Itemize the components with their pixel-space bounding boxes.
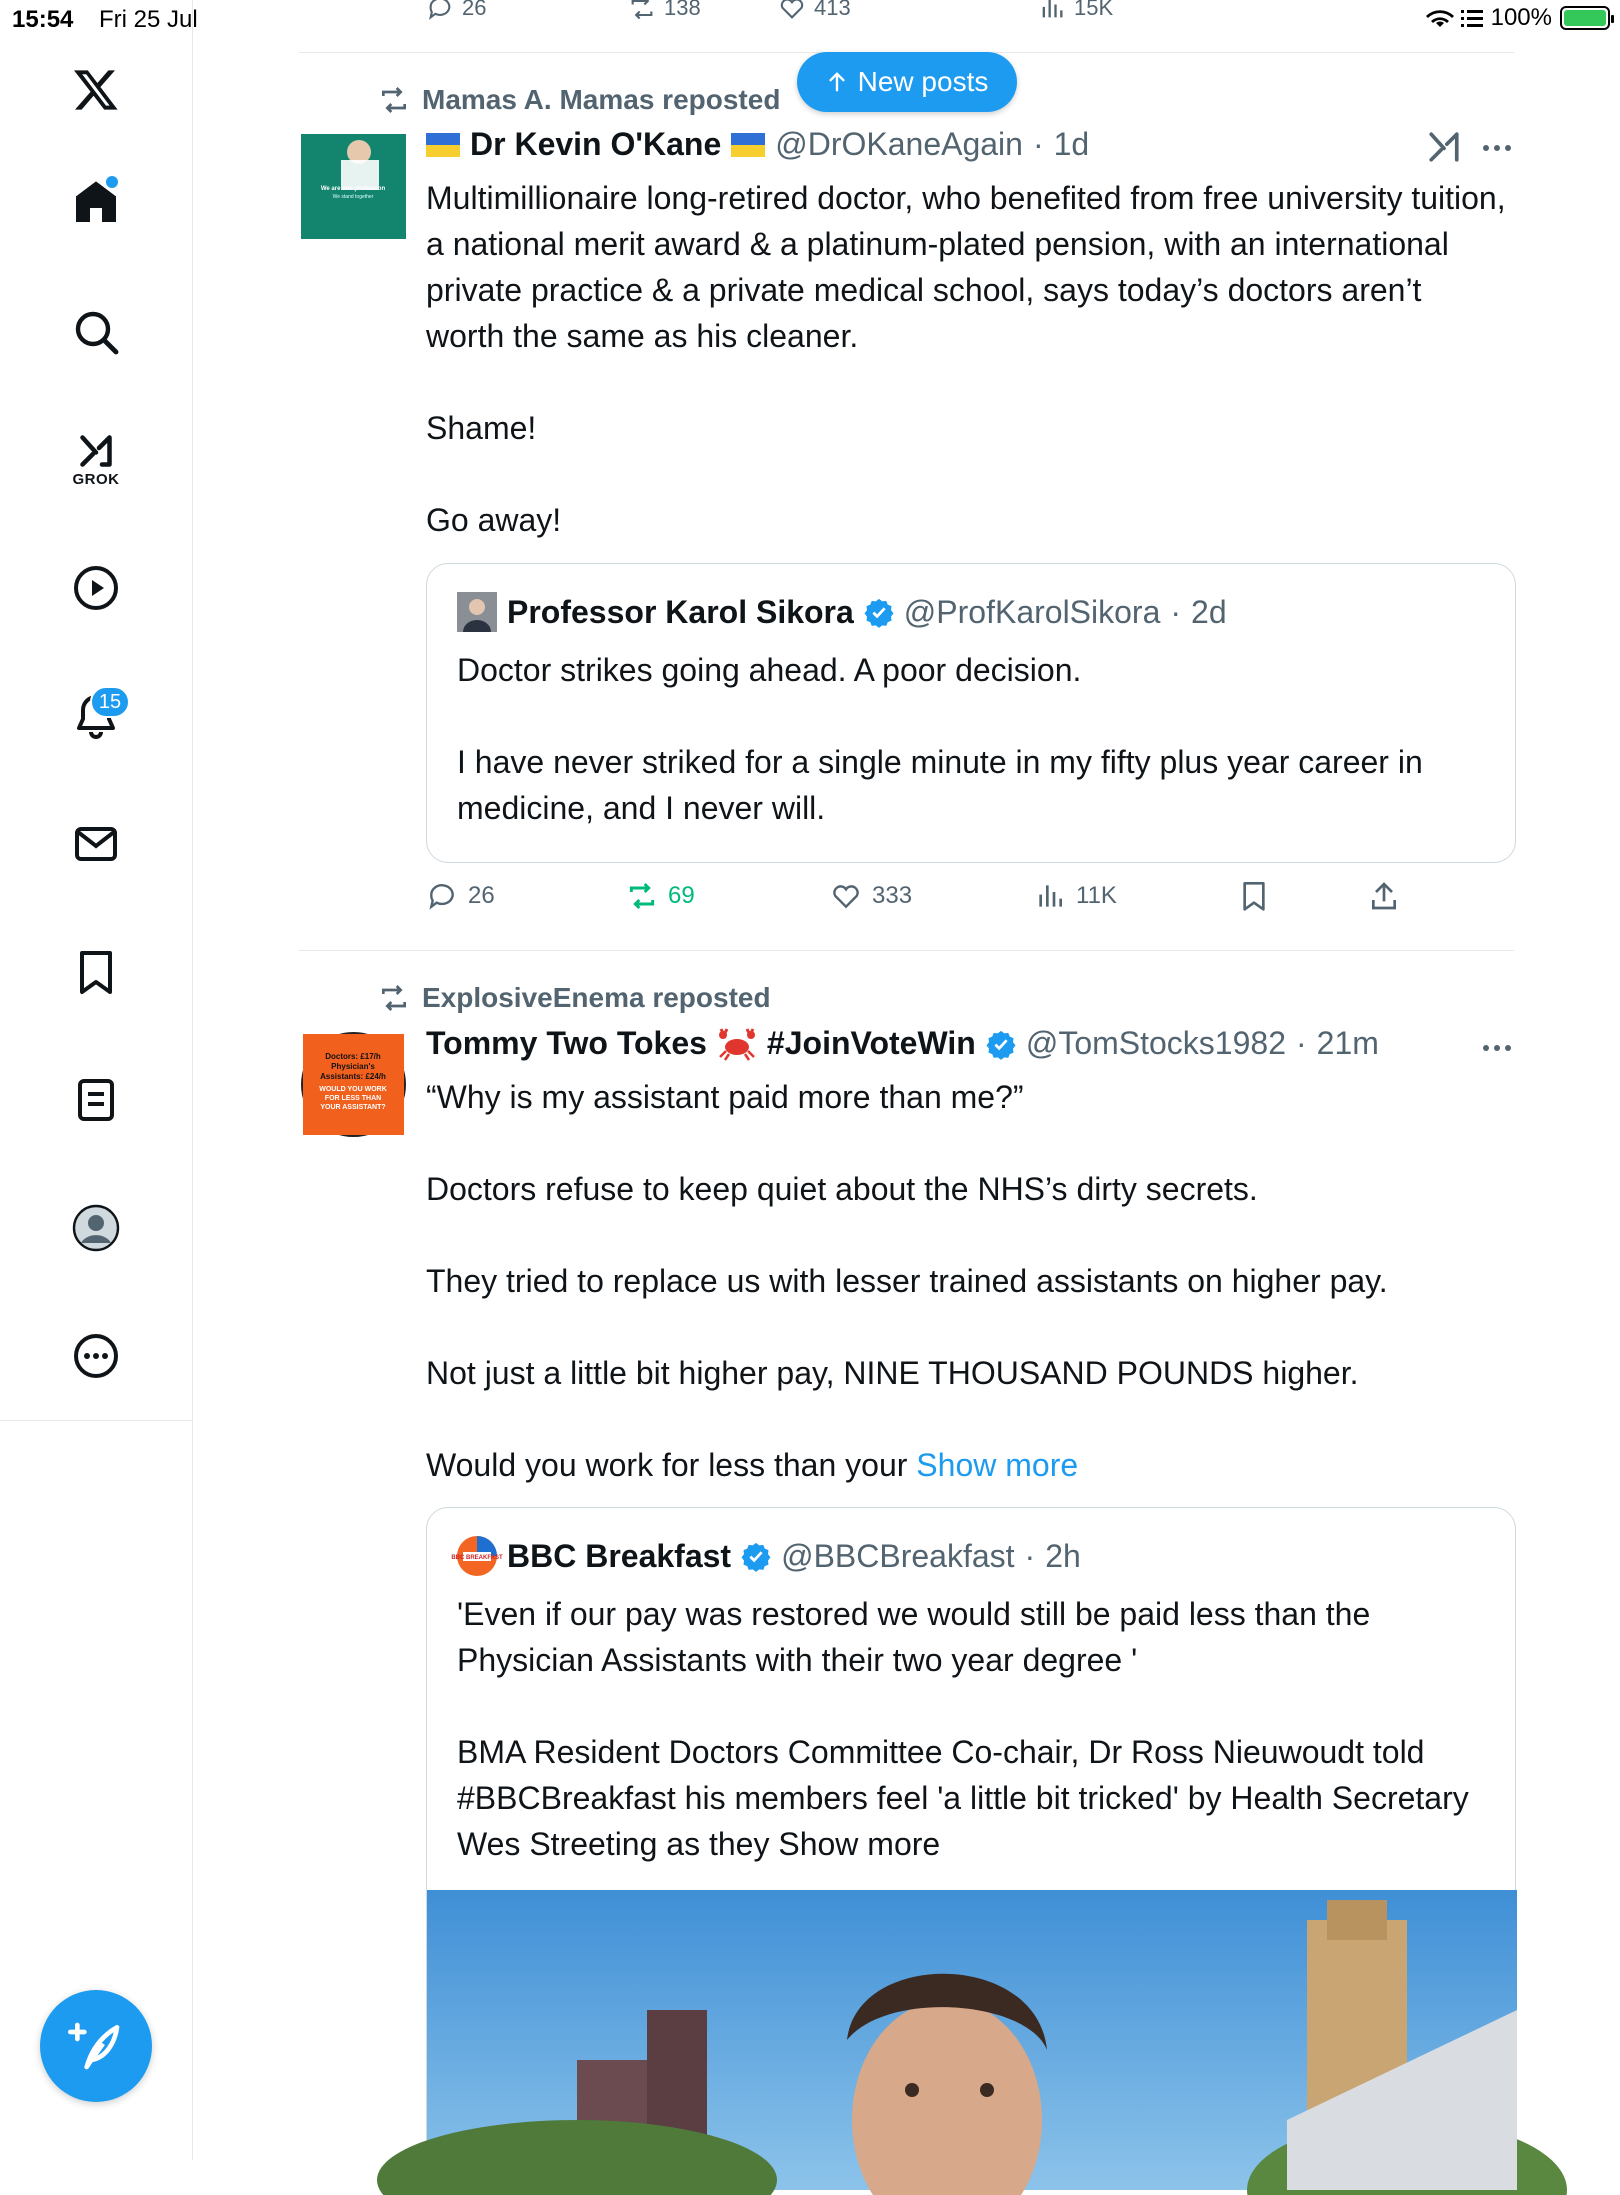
views-count: 15K xyxy=(1074,0,1114,20)
post-text xyxy=(426,1074,1506,1488)
compose-post-button[interactable] xyxy=(40,1990,152,2102)
avatar-line: Doctors: £17/h xyxy=(325,1052,381,1061)
home-unread-dot xyxy=(106,176,118,188)
nav-profile[interactable] xyxy=(56,1188,136,1268)
nav-bookmarks[interactable] xyxy=(56,932,136,1012)
repost-count: 69 xyxy=(668,882,695,909)
post-time[interactable]: 21m xyxy=(1316,1025,1379,1061)
repost-button[interactable] xyxy=(626,880,695,912)
post-paragraph: Multimillionaire long-retired doctor, who benefited from free university tuition, a national merit award & a platinum-plated pension, with an international private practice & a private medical school, says today’s doctors aren’t worth the same as his cleaner. xyxy=(426,180,1506,354)
quote-author-handle: @BBCBreakfast xyxy=(781,1537,1015,1574)
arrow-up-icon xyxy=(826,71,848,93)
post-separator xyxy=(299,950,1514,951)
quote-paragraph: Doctor strikes going ahead. A poor decision. xyxy=(457,652,1082,688)
more-circle-icon xyxy=(72,1332,120,1380)
reply-count: 26 xyxy=(468,882,495,909)
views-count: 11K xyxy=(1076,882,1117,909)
quoted-post[interactable] xyxy=(426,1507,1516,2187)
notifications-badge: 15 xyxy=(90,686,130,718)
nav-more[interactable] xyxy=(56,1316,136,1396)
new-posts-button[interactable] xyxy=(797,52,1017,112)
repost-attribution-text: Mamas A. Mamas reposted xyxy=(422,84,781,115)
sidebar-divider xyxy=(0,1420,193,1421)
repost-attribution xyxy=(378,982,771,1014)
nav-lists[interactable] xyxy=(56,1060,136,1140)
dot-separator: · xyxy=(1024,1537,1036,1574)
new-posts-label: New posts xyxy=(857,66,989,97)
ukraine-flag-icon xyxy=(731,133,765,157)
like-button[interactable] xyxy=(778,0,851,22)
quote-avatar-text: BBC BREAKFAST xyxy=(451,1555,503,1561)
views-icon xyxy=(1038,0,1066,22)
x-logo-icon[interactable] xyxy=(56,50,136,130)
quote-author-name: BBC Breakfast xyxy=(507,1537,732,1574)
grok-icon xyxy=(74,433,118,469)
nav-notifications[interactable] xyxy=(56,676,136,756)
like-count: 413 xyxy=(814,0,851,20)
show-more-link[interactable]: Show more xyxy=(916,1447,1079,1483)
quote-show-more[interactable]: Show more xyxy=(778,1826,941,1862)
repost-count: 138 xyxy=(664,0,701,20)
author-name[interactable]: Tommy Two Tokes xyxy=(426,1025,707,1061)
quote-paragraph: I have never striked for a single minute in my fifty plus year career in medicine, and I never will. xyxy=(457,744,1423,826)
post-paragraph-truncated xyxy=(426,1442,1506,1488)
share-button[interactable] xyxy=(1368,880,1400,912)
quote-author-name: Professor Karol Sikora xyxy=(507,593,854,630)
post-paragraph: Not just a little bit higher pay, NINE THOUSAND POUNDS higher. xyxy=(426,1355,1359,1391)
author-handle[interactable]: @DrOKaneAgain xyxy=(775,126,1023,162)
verified-badge-icon xyxy=(986,1029,1016,1059)
avatar-line: FOR LESS THAN xyxy=(324,1095,382,1102)
verified-badge-icon xyxy=(864,597,894,627)
heart-icon xyxy=(830,880,862,912)
quote-avatar xyxy=(457,592,497,632)
avatar-line: Assistants: £24/h xyxy=(320,1072,386,1081)
quote-paragraph: 'Even if our pay was restored we would still be paid less than the Physician Assistants with their two year degree ' xyxy=(457,1596,1371,1678)
quote-time: 2d xyxy=(1191,593,1227,630)
post-actions xyxy=(426,880,1516,920)
avatar[interactable] xyxy=(301,1032,406,1137)
views-icon xyxy=(1034,880,1066,912)
nav-messages[interactable] xyxy=(56,804,136,884)
more-options-icon[interactable] xyxy=(1480,136,1514,165)
grok-explain-icon[interactable] xyxy=(1425,130,1463,169)
mail-icon xyxy=(72,820,120,868)
repost-attribution-text: ExplosiveEnema reposted xyxy=(422,982,771,1013)
like-count: 333 xyxy=(872,882,913,909)
quote-text xyxy=(457,647,1497,831)
profile-avatar-icon xyxy=(72,1204,120,1252)
author-handle[interactable]: @TomStocks1982 xyxy=(1025,1025,1286,1061)
post-paragraph-text: Would you work for less than your xyxy=(426,1447,908,1483)
status-time: 15:54 xyxy=(12,6,74,33)
post-paragraph: They tried to replace us with lesser trained assistants on higher pay. xyxy=(426,1263,1388,1299)
reply-button[interactable] xyxy=(426,0,486,22)
quote-time: 2h xyxy=(1045,1537,1081,1574)
feather-plus-icon xyxy=(68,2018,124,2074)
reply-count: 26 xyxy=(462,0,487,20)
like-button[interactable] xyxy=(830,880,912,912)
avatar-line: WOULD YOU WORK xyxy=(319,1086,387,1093)
sidebar xyxy=(0,0,193,2160)
bookmark-button[interactable] xyxy=(1238,880,1270,912)
views-button[interactable] xyxy=(1038,0,1113,22)
list-icon xyxy=(72,1076,120,1124)
repost-icon xyxy=(626,880,658,912)
avatar[interactable] xyxy=(301,134,406,239)
battery-percent: 100% xyxy=(1490,4,1552,31)
ukraine-flag-icon xyxy=(426,133,460,157)
quote-author-handle: @ProfKarolSikora xyxy=(903,593,1161,630)
post-paragraph: Go away! xyxy=(426,502,562,538)
quote-media-image[interactable] xyxy=(427,1890,1517,2170)
more-options-icon[interactable] xyxy=(1480,1036,1514,1065)
repost-button[interactable] xyxy=(628,0,701,22)
dot-separator: · xyxy=(1170,593,1182,630)
avatar-text-line-2: We stand together xyxy=(332,194,374,200)
quote-avatar xyxy=(451,1536,503,1576)
author-name[interactable]: Dr Kevin O'Kane xyxy=(470,126,722,162)
quote-paragraph-text: BMA Resident Doctors Committee Co-chair, Dr Ross Nieuwoudt told #BBCBreakfast his members feel 'a little bit tricked' by Health Secretary Wes Streeting as they xyxy=(457,1734,1469,1862)
post-paragraph: Doctors refuse to keep quiet about the NHS’s dirty secrets. xyxy=(426,1171,1258,1207)
share-icon xyxy=(1368,880,1400,912)
repost-icon xyxy=(628,0,656,22)
quote-paragraph-truncated xyxy=(457,1729,1497,1867)
post-header xyxy=(426,1025,1379,1062)
quote-text xyxy=(457,1591,1497,1867)
nav-home[interactable] xyxy=(56,162,136,242)
avatar-line: YOUR ASSISTANT? xyxy=(320,1104,386,1111)
post-header xyxy=(426,126,1089,163)
repost-attribution xyxy=(378,84,780,116)
reply-button[interactable] xyxy=(426,880,495,912)
post-text xyxy=(426,175,1506,543)
post-time[interactable]: 1d xyxy=(1053,126,1090,162)
avatar-text-line-1: We are one profession xyxy=(320,186,386,192)
battery-icon xyxy=(1560,6,1610,30)
heart-icon xyxy=(778,0,806,22)
verified-badge-icon xyxy=(741,1541,771,1571)
previous-post-actions xyxy=(426,0,1516,30)
play-icon xyxy=(72,564,120,612)
quote-header xyxy=(451,1536,1081,1576)
crab-emoji-icon xyxy=(717,1027,757,1061)
post-paragraph: Shame! xyxy=(426,410,537,446)
avatar-line: Physician's xyxy=(331,1062,375,1071)
bookmark-icon xyxy=(1238,880,1270,912)
dot-separator: · xyxy=(1295,1025,1307,1061)
dot-separator: · xyxy=(1032,126,1044,162)
nav-grok[interactable] xyxy=(56,420,136,500)
grok-label: GROK xyxy=(72,470,120,488)
author-name-hashtag: #JoinVoteWin xyxy=(766,1025,976,1061)
bookmark-icon xyxy=(72,948,120,996)
quote-header xyxy=(457,592,1227,632)
search-icon xyxy=(72,308,120,356)
views-button[interactable] xyxy=(1034,880,1117,912)
repost-icon xyxy=(378,982,410,1014)
post-paragraph: “Why is my assistant paid more than me?” xyxy=(426,1079,1024,1115)
repost-icon xyxy=(378,84,410,116)
nav-video[interactable] xyxy=(56,548,136,628)
reply-icon xyxy=(426,0,454,22)
status-date: Fri 25 Jul xyxy=(99,6,198,33)
reply-icon xyxy=(426,880,458,912)
nav-explore[interactable] xyxy=(56,292,136,372)
quoted-post[interactable] xyxy=(426,563,1516,863)
